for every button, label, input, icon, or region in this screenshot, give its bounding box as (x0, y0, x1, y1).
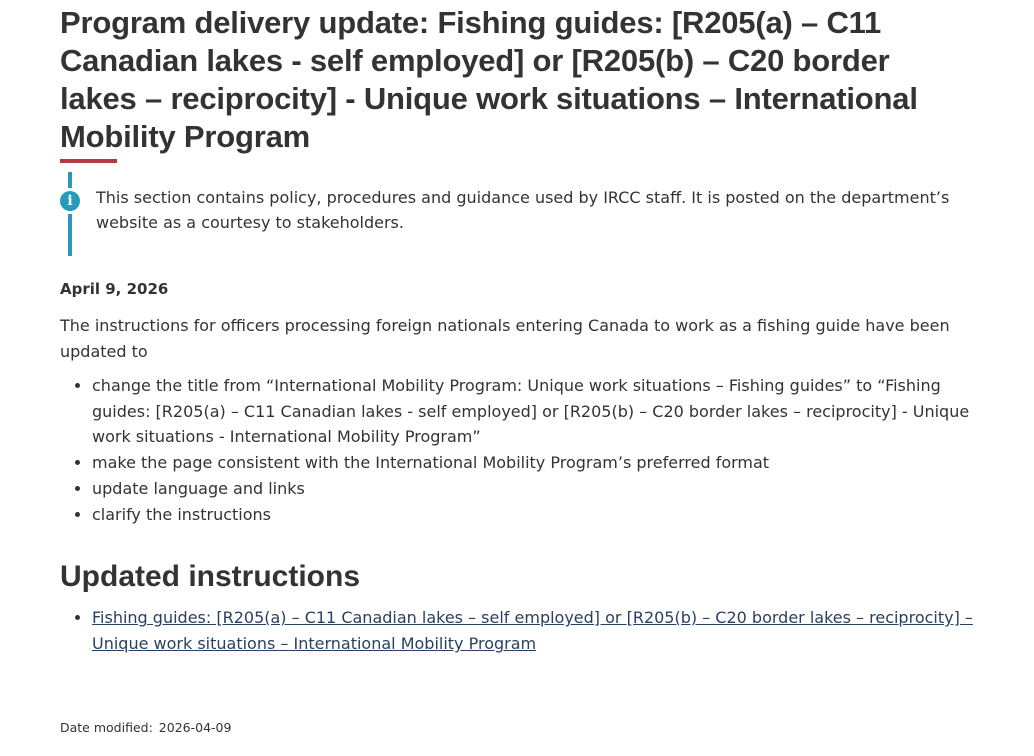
fishing-guides-instructions-link[interactable]: Fishing guides: [R205(a) – C11 Canadian lakes – self employed] or [R205(b) – C20 border lakes – reciprocity] – Unique work situations – International Mobility Program (92, 608, 973, 654)
main-content (60, 0, 974, 657)
list-item: • make the page consistent with the International Mobility Program’s preferred format (92, 450, 974, 476)
update-intro: The instructions for officers processing foreign nationals entering Canada to work as a fishing guide have been updated to (60, 316, 950, 361)
list-item (92, 605, 974, 657)
title-underline (60, 159, 117, 163)
list-item: • clarify the instructions (92, 502, 974, 528)
info-notice-bar (68, 172, 72, 256)
changes-list (60, 373, 974, 527)
updated-instructions-list (60, 605, 974, 657)
update-date: April 9, 2026 (60, 280, 169, 298)
page-title: Program delivery update: Fishing guides: [R205(a) – C11 Canadian lakes - self employed] or [R205(b) – C20 border lakes – reciprocity] - Unique work situations – International Mobility Program (60, 5, 918, 154)
date-modified (60, 719, 231, 737)
info-notice (60, 172, 974, 256)
list-item: • update language and links (92, 476, 974, 502)
updated-instructions-heading: Updated instructions (60, 560, 361, 594)
list-item: • change the title from “International Mobility Program: Unique work situations – Fishing guides” to “Fishing guides: [R205(a) – C11 Canadian lakes - self employed] or [R205(b) – C20 border lakes – reciprocity] - Unique work situations - International Mobility Program” (92, 373, 974, 450)
date-modified-value: 2026-04-09 (158, 720, 232, 735)
info-notice-text: This section contains policy, procedures and guidance used by IRCC staff. It is posted on the department’s website as a courtesy to stakeholders. (96, 188, 950, 232)
info-icon: i (60, 191, 80, 211)
date-modified-label: Date modified: (60, 720, 153, 735)
